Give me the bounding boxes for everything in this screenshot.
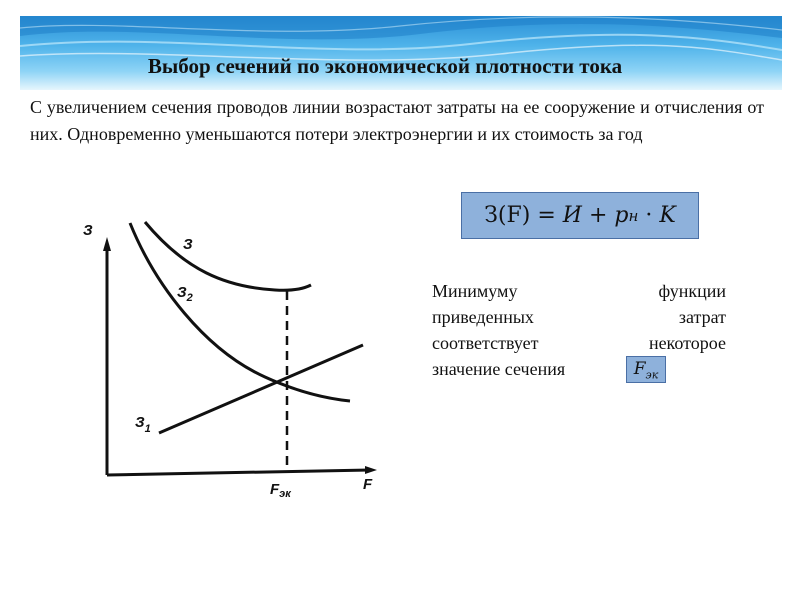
page-title: Выбор сечений по экономической плотности тока [147,54,623,78]
desc-line3-b: некоторое [648,333,726,353]
desc-line1-b: функции [658,281,726,301]
formula-term1: И [562,203,582,228]
formula-term2: K [659,203,676,228]
fek-symbol-sub: эк [645,368,659,382]
curve-construction-cost [159,345,363,433]
desc-line1-a: Минимуму [432,281,518,301]
desc-line3-a: соответствует [432,333,539,353]
curve-1-label-main: З [135,414,145,431]
formula-lhs: З(F) [484,203,531,228]
curve-1-label [135,414,151,435]
curve-total-cost [145,222,311,290]
cost-formula [461,192,699,239]
desc-line2-b: затрат [678,307,726,327]
curve-2-label [177,284,193,304]
cost-curves-diagram [75,205,385,505]
curve-loss-cost [130,223,350,401]
fek-symbol: F [633,359,646,379]
fek-symbol-box [626,356,666,383]
intro-paragraph: С увеличением сечения проводов линии возрастают затраты на ее сооружение и отчисления от них. Одновременно уменьшаются потери электроэнергии и их стоимость за год [30,97,764,144]
formula-dot: · [645,203,653,228]
curve-2-label-main: З [177,284,187,301]
y-axis-arrow [103,237,111,251]
x-axis-label: F [363,476,373,493]
desc-line2-a: приведенных [432,307,534,327]
x-axis-arrow [365,466,377,474]
desc-line4: значение сечения [432,359,566,379]
optimum-label-main: F [270,481,280,498]
x-axis [107,470,370,475]
curve-total-label: З [183,236,193,253]
optimum-label-sub: эк [279,488,291,500]
formula-p: p [614,203,629,228]
curve-2-label-sub: 2 [186,292,193,304]
formula-plus: + [588,203,608,228]
optimum-label [270,481,292,500]
formula-p-sub: н [628,206,639,225]
minimum-description [432,278,726,382]
curve-1-label-sub: 1 [144,423,151,435]
formula-equals: = [537,203,556,228]
y-axis-label: З [83,222,93,239]
